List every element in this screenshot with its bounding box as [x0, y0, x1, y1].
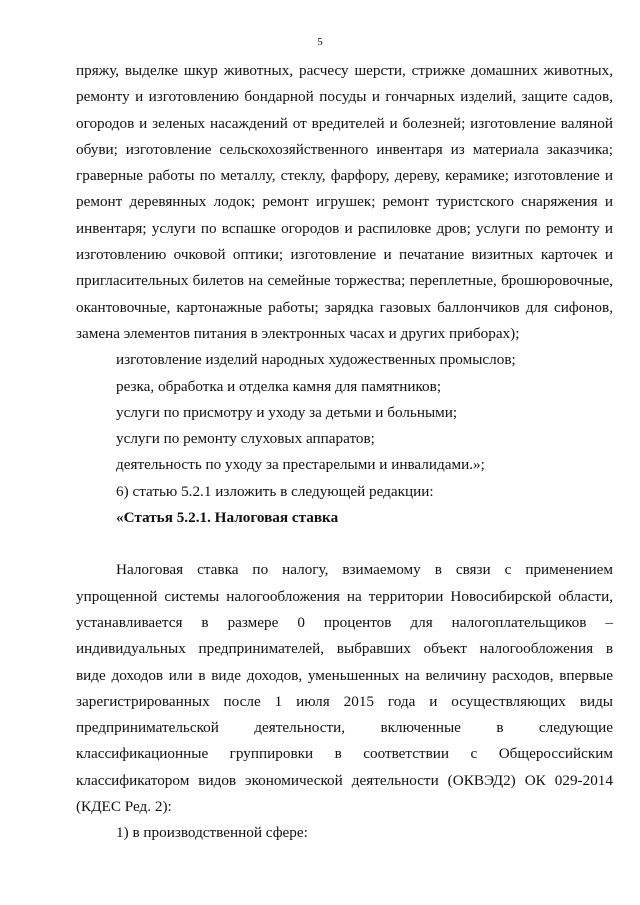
text-line: инвентаря; услуги по вспашке огородов и распиловке дров; услуги по ремонту и [76, 219, 613, 237]
list-item: 6) статью 5.2.1 изложить в следующей редакции: [116, 482, 434, 500]
text-line: замена элементов питания в электронных часах и других приборах); [76, 324, 520, 342]
text-line: предпринимательской деятельности, включенные в следующие [76, 719, 613, 737]
list-item: деятельность по уходу за престарелыми и инвалидами.»; [116, 456, 485, 474]
page-number: 5 [317, 36, 323, 48]
text-line: обуви; изготовление сельскохозяйственного инвентаря из материала заказчика; [76, 140, 613, 158]
list-item: резка, обработка и отделка камня для памятников; [116, 377, 442, 395]
text-line: изготовлению очковой оптики; изготовление и печатание визитных карточек и [76, 246, 613, 264]
list-item: услуги по присмотру и уходу за детьми и больными; [116, 403, 458, 421]
list-item: услуги по ремонту слуховых аппаратов; [116, 430, 375, 448]
text-line: граверные работы по металлу, стеклу, фарфору, дереву, керамике; изготовление и [76, 167, 613, 185]
text-line: классификационные группировки в соответствии с Общероссийским [76, 745, 613, 763]
spacer [76, 531, 613, 557]
article-heading: «Статья 5.2.1. Налоговая ставка [116, 509, 339, 527]
text-line: устанавливается в размере 0 процентов для налогоплательщиков – [76, 613, 613, 631]
text-line: ремонт деревянных лодок; ремонт игрушек; ремонт туристского снаряжения и [76, 193, 613, 211]
list-item: изготовление изделий народных художественных промыслов; [116, 351, 516, 369]
text-line: огородов и зеленых насаждений от вредителей и болезней; изготовление валяной [76, 114, 613, 132]
text-line: пригласительных билетов на семейные торжества; переплетные, брошюровочные, [76, 272, 613, 290]
text-line: Налоговая ставка по налогу, взимаемому в связи с применением [116, 561, 613, 579]
text-line: (КДЕС Ред. 2): [76, 798, 172, 816]
text-line: пряжу, выделке шкур животных, расчесу шерсти, стрижке домашних животных, [76, 62, 613, 79]
text-line: ремонту и изготовлению бондарной посуды и гончарных изделий, защите садов, [76, 88, 613, 106]
text-line: упрощенной системы налогообложения на территории Новосибирской области, [76, 587, 613, 605]
text-line: зарегистрированных после 1 июля 2015 года и осуществляющих виды [76, 692, 613, 710]
text-line: индивидуальных предпринимателей, выбравших объект налогообложения в [76, 640, 613, 658]
text-line: окантовочные, картонажные работы; зарядка газовых баллончиков для сифонов, [76, 298, 613, 316]
text-line: виде доходов или в виде доходов, уменьшенных на величину расходов, впервые [76, 666, 613, 684]
text-line: классификатором видов экономической деятельности (ОКВЭД2) ОК 029-2014 [76, 771, 613, 789]
list-item: 1) в производственной сфере: [116, 824, 308, 842]
document-body [76, 58, 613, 847]
